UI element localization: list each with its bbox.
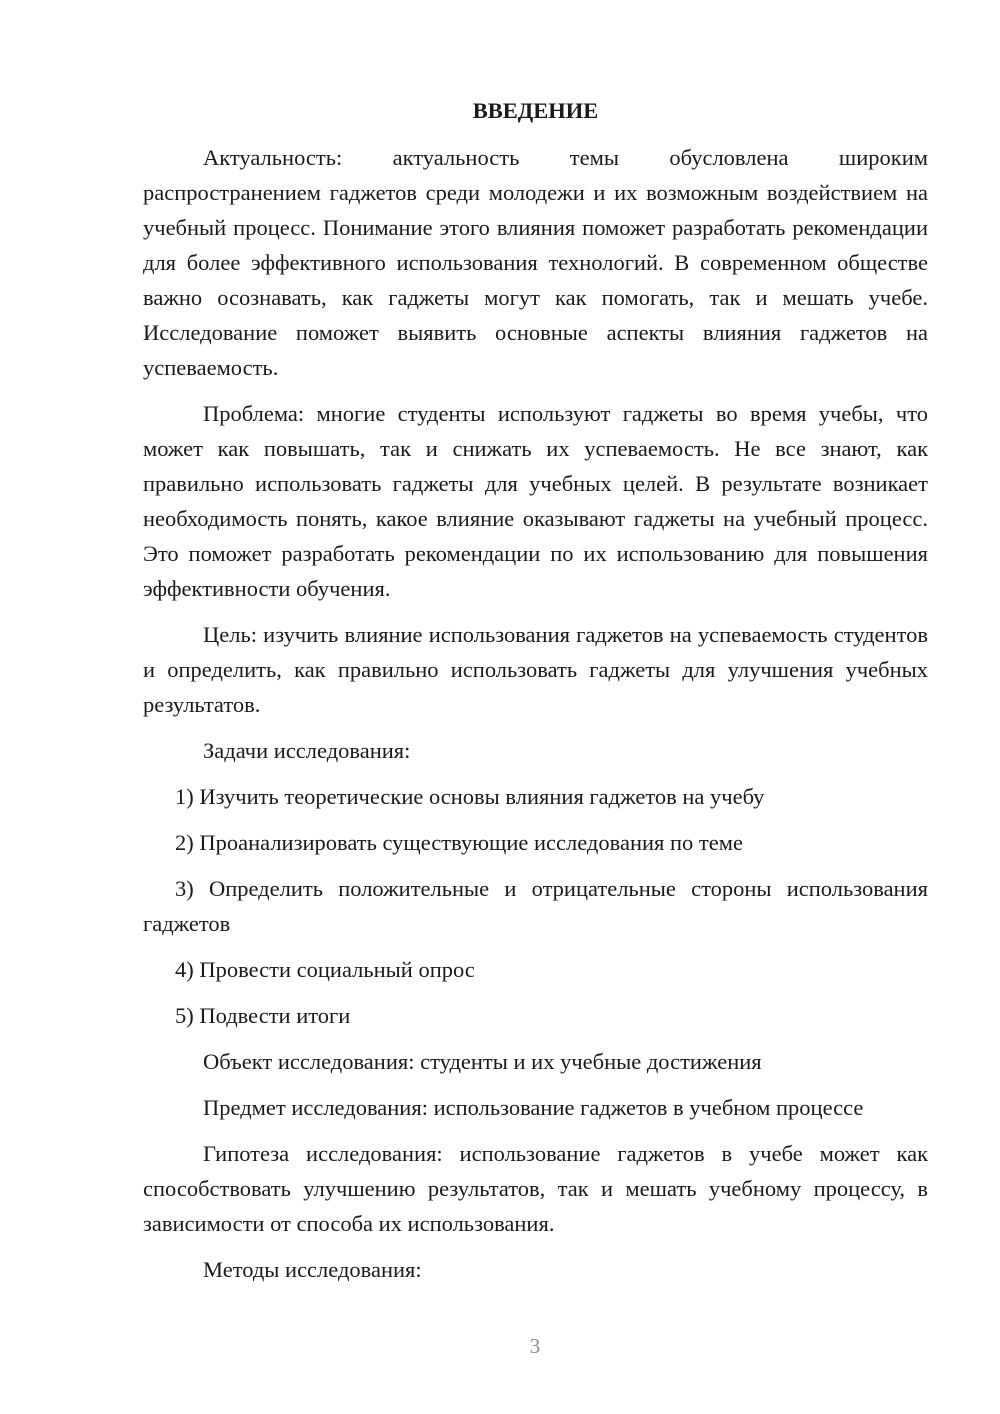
problem-paragraph: Проблема: многие студенты используют гаджеты во время учебы, что может как повышать, так и снижать их успеваемость. Не все знают, как правильно использовать гаджеты для учебных целей. В результате возникает необходимость понять, какое влияние оказывают гаджеты на учебный процесс. Это поможет разработать рекомендации по их использованию для повышения эффективности обучения. (143, 401, 928, 601)
document-body (143, 93, 928, 1298)
tasks-list (143, 779, 928, 1033)
section-title: ВВЕДЕНИЕ (472, 98, 599, 123)
task-item-1: 1) Изучить теоретические основы влияния гаджетов на учебу (175, 784, 765, 809)
task-item-3: 3) Определить положительные и отрицательные стороны использования гаджетов (143, 876, 928, 936)
page-number: 3 (529, 1334, 541, 1358)
goal-paragraph: Цель: изучить влияние использования гаджетов на успеваемость студентов и определить, как правильно использовать гаджеты для улучшения учебных результатов. (143, 622, 928, 717)
hypothesis-paragraph: Гипотеза исследования: использование гаджетов в учебе может как способствовать улучшению результатов, так и мешать учебному процессу, в зависимости от способа их использования. (143, 1141, 928, 1236)
task-item-4: 4) Провести социальный опрос (175, 957, 475, 982)
tasks-heading: Задачи исследования: (203, 738, 411, 763)
task-item-5: 5) Подвести итоги (175, 1003, 351, 1028)
object-paragraph: Объект исследования: студенты и их учебные достижения (203, 1049, 762, 1074)
methods-heading: Методы исследования: (203, 1257, 422, 1282)
subject-paragraph: Предмет исследования: использование гаджетов в учебном процессе (203, 1095, 864, 1120)
task-item-2: 2) Проанализировать существующие исследования по теме (175, 830, 743, 855)
relevance-paragraph: Актуальность: актуальность темы обусловлена широким распространением гаджетов среди молодежи и их возможным воздействием на учебный процесс. Понимание этого влияния поможет разработать рекомендации для более эффективного использования технологий. В современном обществе важно осознавать, как гаджеты могут как помогать, так и мешать учебе. Исследование поможет выявить основные аспекты влияния гаджетов на успеваемость. (143, 145, 928, 380)
